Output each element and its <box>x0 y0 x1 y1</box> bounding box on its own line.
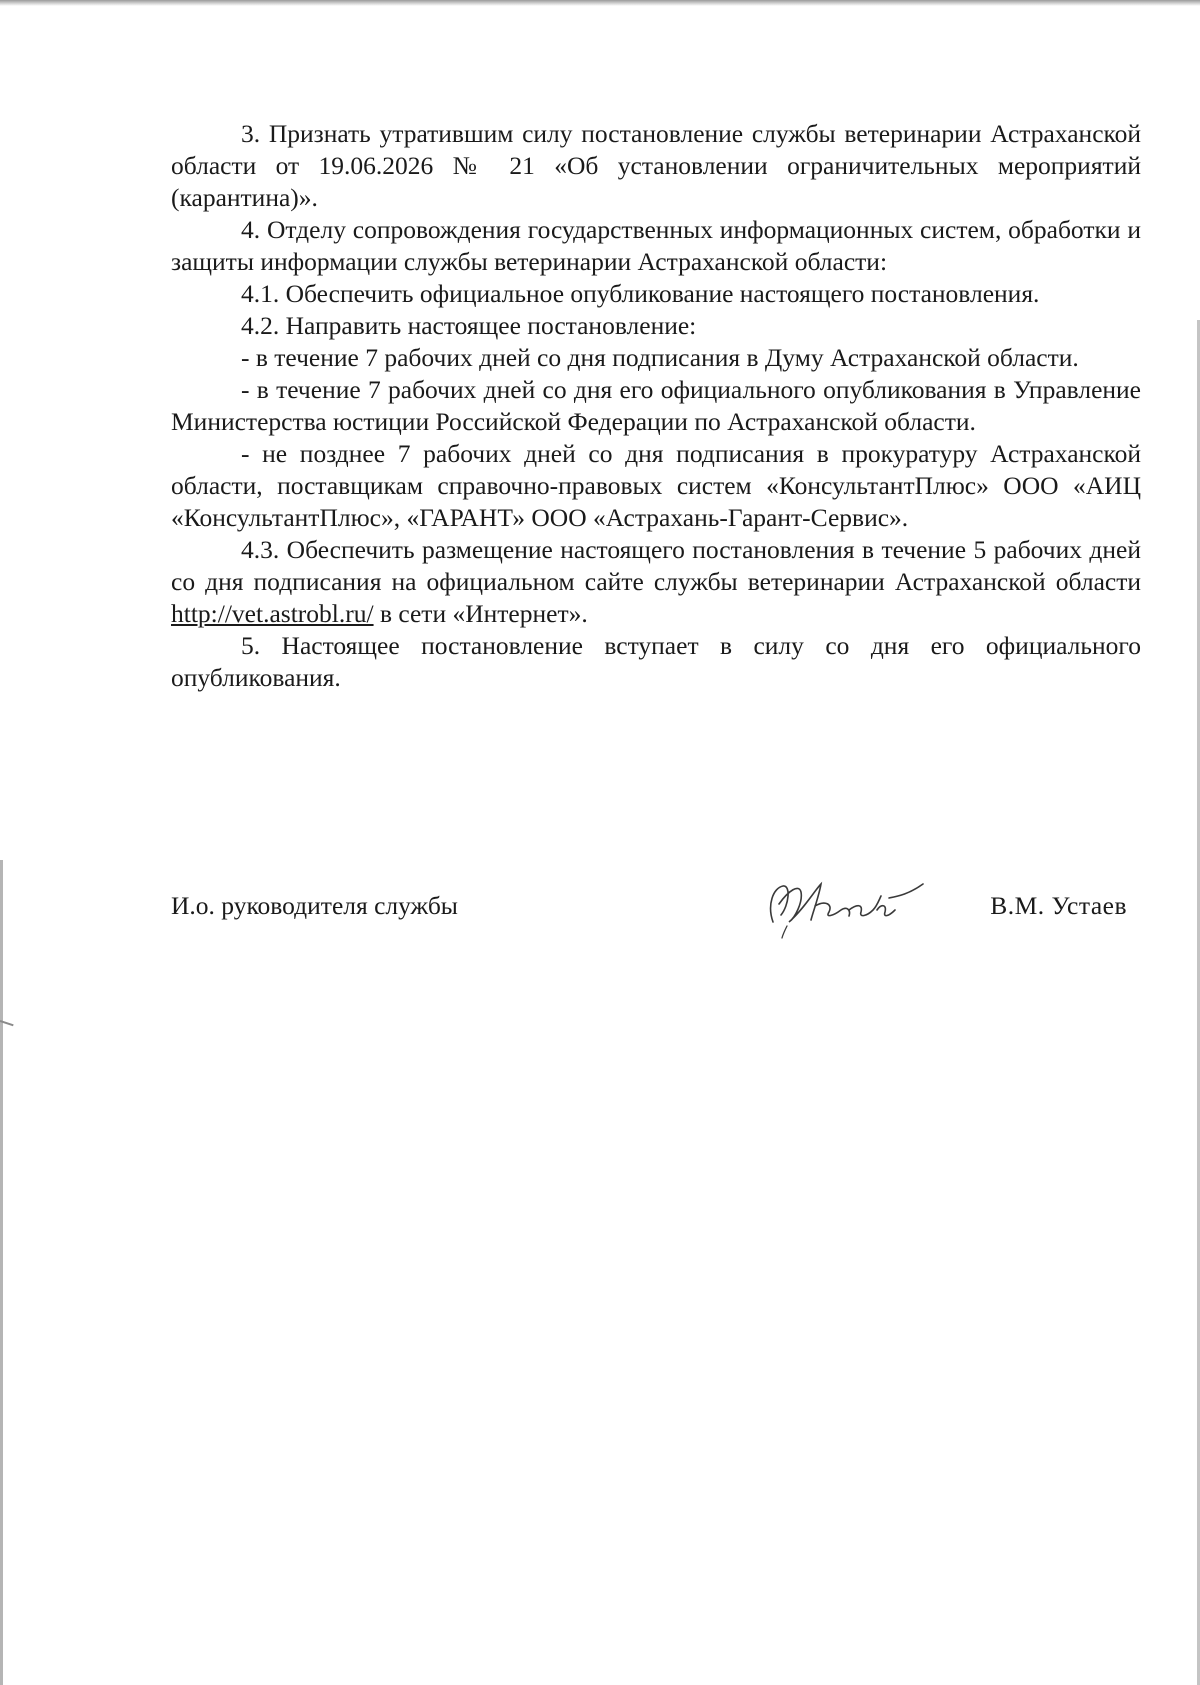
paragraph-item-4-2: 4.2. Направить настоящее постановление: <box>241 311 697 340</box>
signatory-name: В.М. Устаев <box>990 891 1127 920</box>
paragraph-item-3: 3. Признать утратившим силу постановление службы ветеринарии Астраханской области от 19.06.2026 № 21 «Об установлении ограничительных мероприятий (карантина)». <box>171 119 1141 212</box>
paragraph-item-4: 4. Отделу сопровождения государственных информационных систем, обработки и защиты информации службы ветеринарии Астраханской области: <box>171 215 1141 276</box>
paragraph-duma: - в течение 7 рабочих дней со дня подписания в Думу Астраханской области. <box>241 343 1079 372</box>
paragraph-prosecutor: - не позднее 7 рабочих дней со дня подписания в прокуратуру Астраханской области, поставщикам справочно-правовых систем «КонсультантПлюс» ООО «АИЦ «КонсультантПлюс», «ГАРАНТ» ООО «Астрахань-Гарант-Сервис». <box>171 439 1141 532</box>
handwritten-signature <box>759 860 939 940</box>
scan-edge-top <box>0 0 1200 6</box>
paragraph-item-5: 5. Настоящее постановление вступает в силу со дня его официального опубликования. <box>171 631 1141 692</box>
item-4-3-suffix: в сети «Интернет». <box>373 599 588 628</box>
signature-block <box>171 860 1127 940</box>
paragraph-item-4-1: 4.1. Обеспечить официальное опубликование настоящего постановления. <box>241 279 1040 308</box>
paragraph-item-4-3 <box>171 534 1141 630</box>
website-link[interactable]: http://vet.astrobl.ru/ <box>171 599 374 628</box>
scan-edge-left <box>0 860 3 1685</box>
paragraph-ministry-justice: - в течение 7 рабочих дней со дня его официального опубликования в Управление Министерства юстиции Российской Федерации по Астраханской области. <box>171 375 1141 436</box>
document-body <box>171 118 1141 694</box>
item-4-3-text: 4.3. Обеспечить размещение настоящего постановления в течение 5 рабочих дней со дня подписания на официальном сайте службы ветеринарии Астраханской области <box>171 535 1141 596</box>
signatory-position: И.о. руководителя службы <box>171 891 458 920</box>
